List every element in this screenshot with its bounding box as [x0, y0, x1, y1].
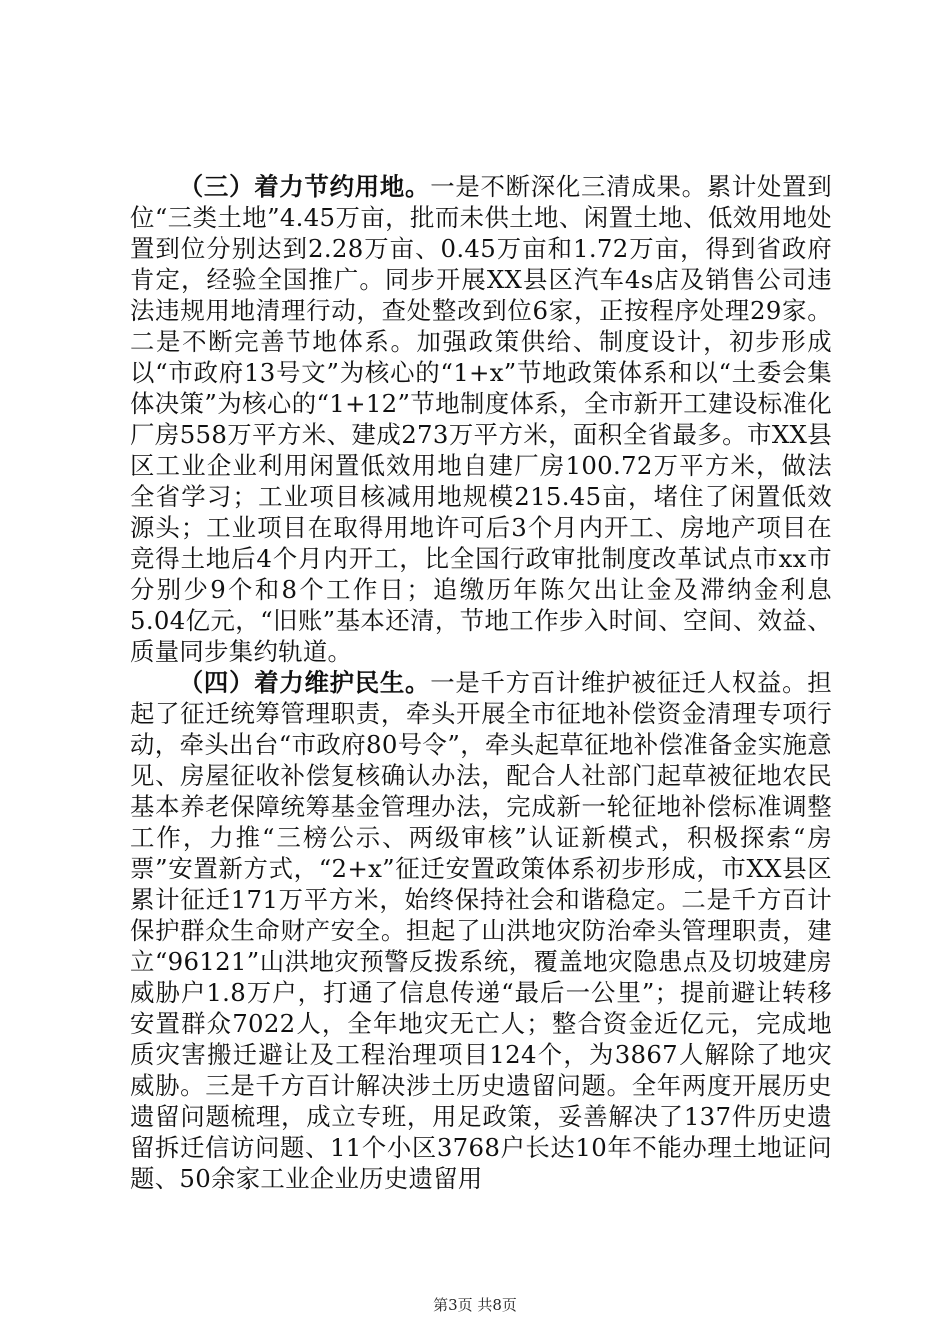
paragraph-livelihood: [130, 667, 832, 1194]
paragraph-text-land-saving: 一是不断深化三清成果。累计处置到位“三类土地”4.45万亩，批而未供土地、闲置土地、低效用地处置到位分别达到2.28万亩、0.45万亩和1.72万亩，得到省政府肯定，经验全国推广。同步开展XX县区汽车4s店及销售公司违法违规用地清理行动，查处整改到位6家，正按程序处理29家。二是不断完善节地体系。加强政策供给、制度设计，初步形成以“市政府13号文”为核心的“1+x”节地政策体系和以“土委会集体决策”为核心的“1+12”节地制度体系，全市新开工建设标准化厂房558万平方米、建成273万平方米，面积全省最多。市XX县区工业企业利用闲置低效用地自建厂房100.72万平方米，做法全省学习；工业项目核减用地规模215.45亩，堵住了闲置低效源头；工业项目在取得用地许可后3个月内开工、房地产项目在竞得土地后4个月内开工，比全国行政审批制度改革试点市xx市分别少9个和8个工作日；追缴历年陈欠出让金及滞纳金利息5.04亿元，“旧账”基本还清，节地工作步入时间、空间、效益、质量同步集约轨道。: [130, 172, 832, 666]
paragraph-land-saving: [130, 171, 832, 667]
document-body: [130, 171, 832, 1194]
section-heading-livelihood: （四）着力维护民生。: [178, 668, 431, 697]
page-number-footer: 第3页 共8页: [433, 1296, 517, 1314]
section-heading-land-saving: （三）着力节约用地。: [178, 172, 431, 201]
paragraph-text-livelihood: 一是千方百计维护被征迁人权益。担起了征迁统筹管理职责，牵头开展全市征地补偿资金清理专项行动，牵头出台“市政府80号令”，牵头起草征地补偿准备金实施意见、房屋征收补偿复核确认办法，配合人社部门起草被征地农民基本养老保障统筹基金管理办法，完成新一轮征地补偿标准调整工作，力推“三榜公示、两级审核”认证新模式，积极探索“房票”安置新方式，“2+x”征迁安置政策体系初步形成，市XX县区累计征迁171万平方米，始终保持社会和谐稳定。二是千方百计保护群众生命财产安全。担起了山洪地灾防治牵头管理职责，建立“96121”山洪地灾预警反拨系统，覆盖地灾隐患点及切坡建房威胁户1.8万户，打通了信息传递“最后一公里”；提前避让转移安置群众7022人，全年地灾无亡人；整合资金近亿元，完成地质灾害搬迁避让及工程治理项目124个，为3867人解除了地灾威胁。三是千方百计解决涉土历史遗留问题。全年两度开展历史遗留问题梳理，成立专班，用足政策，妥善解决了137件历史遗留拆迁信访问题、11个小区3768户长达10年不能办理土地证问题、50余家工业企业历史遗留用: [130, 668, 832, 1193]
